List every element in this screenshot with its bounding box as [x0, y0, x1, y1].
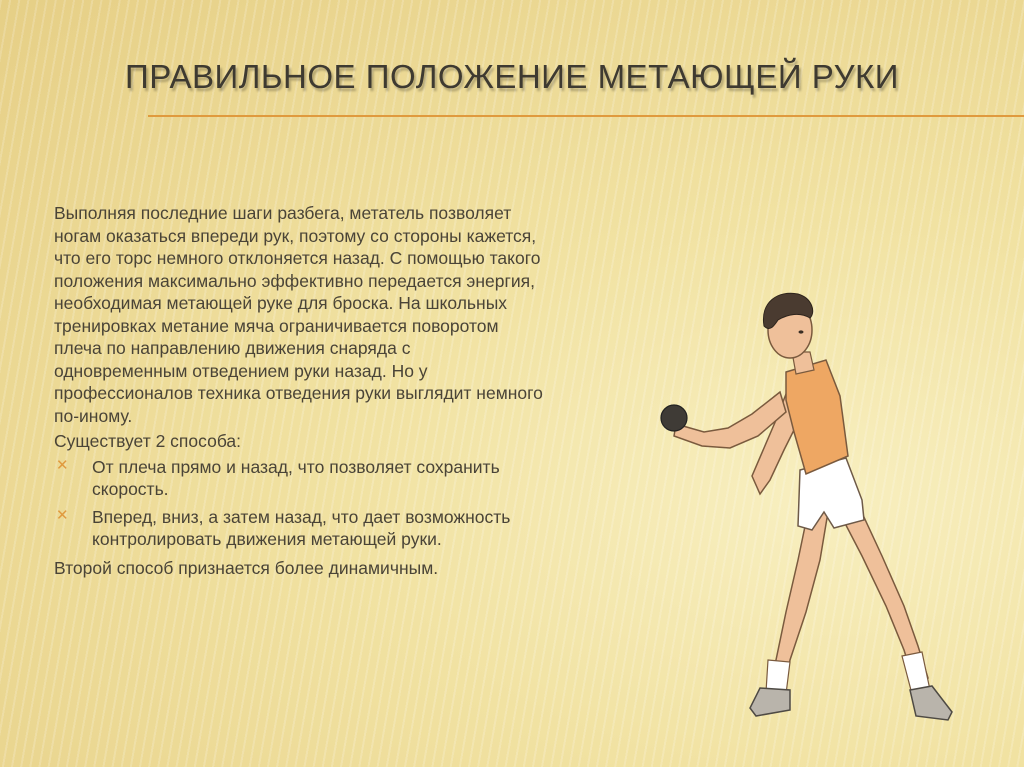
bullet-text: Вперед, вниз, а затем назад, что дает возможность контролировать движения метающей руки.: [92, 506, 511, 549]
slide-title: ПРАВИЛЬНОЕ ПОЛОЖЕНИЕ МЕТАЮЩЕЙ РУКИ: [124, 58, 900, 95]
intro-paragraph: Выполняя последние шаги разбега, метатель позволяет ногам оказаться впереди рук, поэтому со стороны кажется, что его торс немного отклоняется назад. С помощью такого положения максимально эффективно передается энергия, необходимая метающей руке для броска. На школьных тренировках метание мяча ограничивается поворотом плеча по направлению движения снаряда с одновременным отведением руки назад. Но у профессионалов техника отведения руки выглядит немного по-иному.: [54, 203, 543, 426]
athlete-left-shoe: [750, 688, 790, 716]
slide-body: [54, 202, 544, 582]
bullet-cross-icon: ✕: [56, 506, 69, 524]
bullet-text: От плеча прямо и назад, что позволяет сохранить скорость.: [92, 456, 500, 499]
title-underline: [148, 115, 1024, 117]
athlete-eye: [799, 330, 804, 333]
bullet-cross-icon: ✕: [56, 456, 69, 474]
athlete-right-shoe: [910, 686, 952, 720]
list-item: [54, 506, 544, 551]
methods-heading: Существует 2 способа:: [54, 431, 242, 451]
ball-icon: [661, 405, 687, 431]
athlete-singlet: [786, 360, 848, 474]
methods-list: [54, 456, 544, 551]
conclusion-paragraph: Второй способ признается более динамичным.: [54, 557, 439, 578]
athlete-throwing-ball-illustration: [640, 285, 970, 735]
list-item: [54, 456, 544, 501]
